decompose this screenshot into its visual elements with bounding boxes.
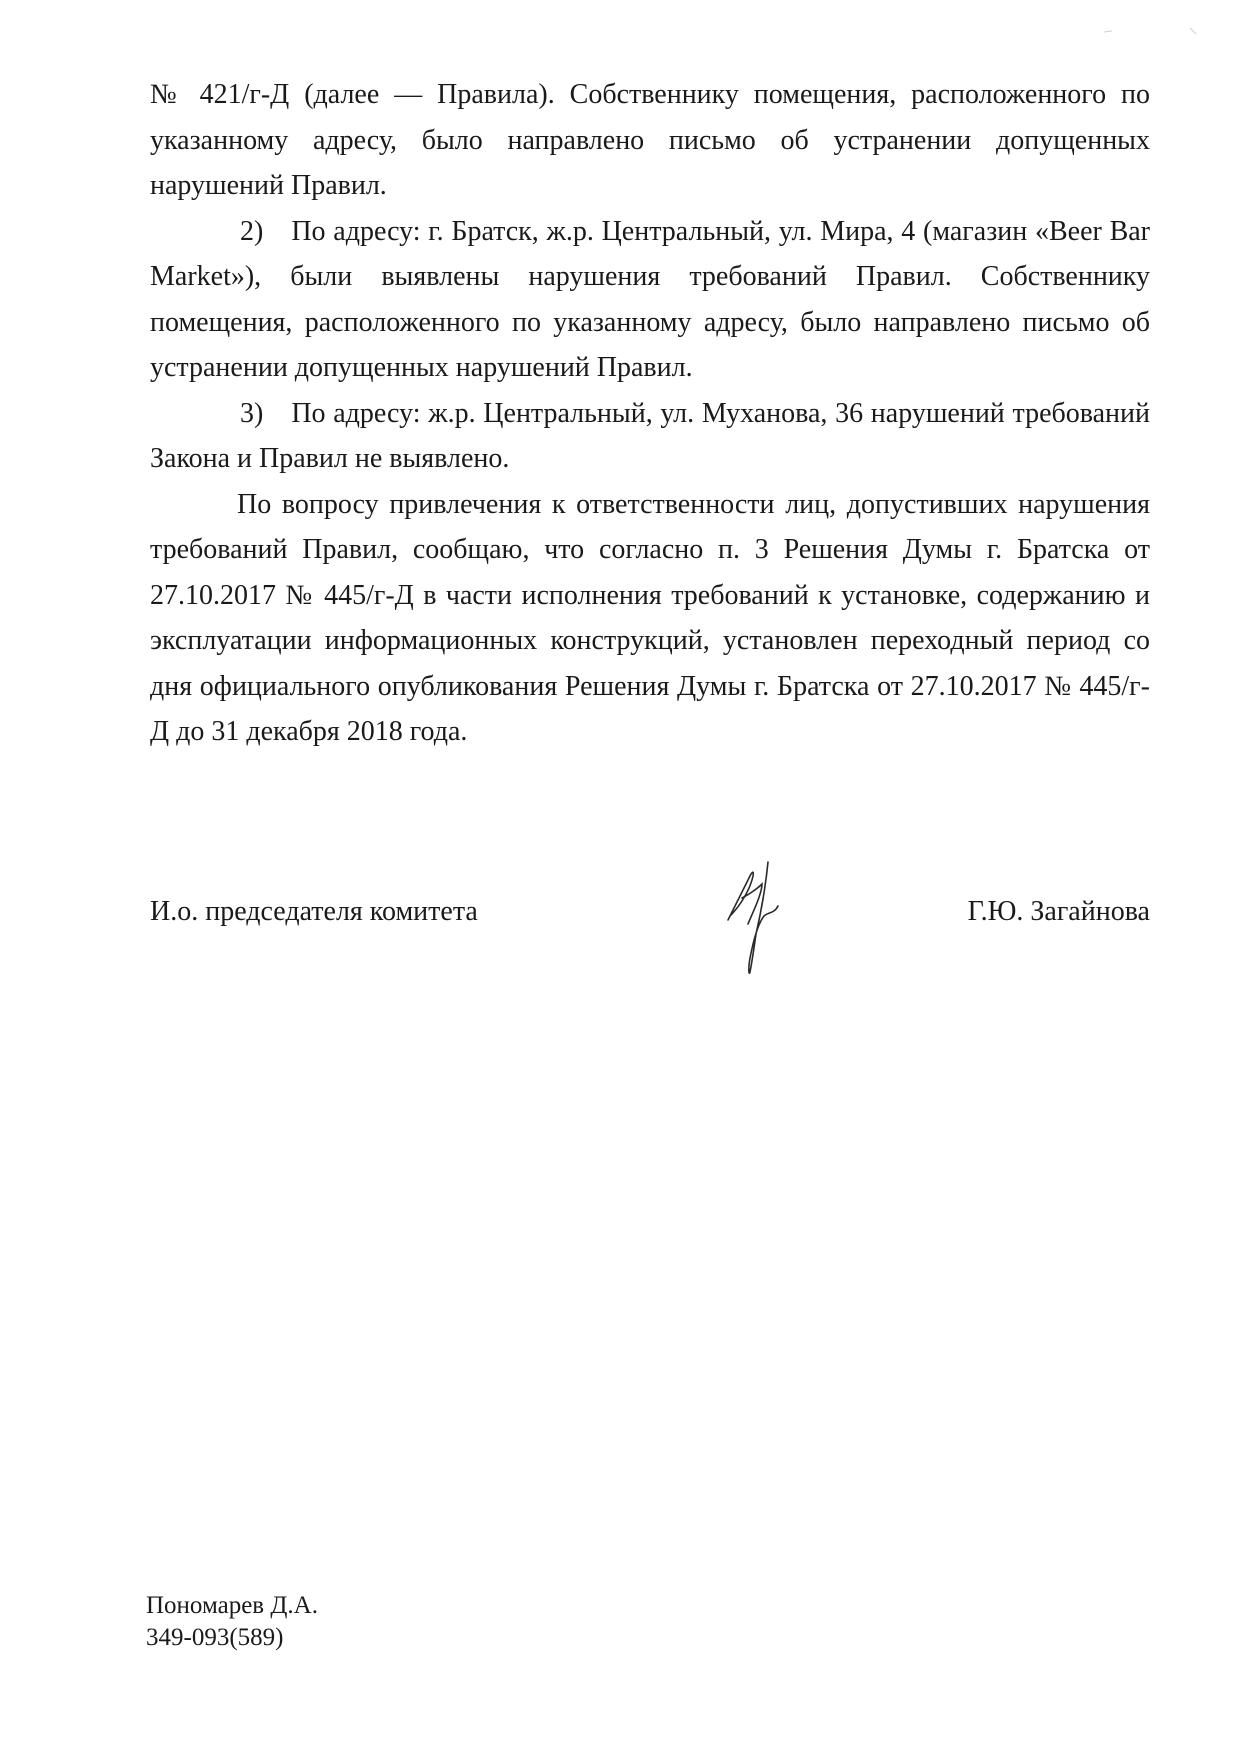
signer-title: И.о. председателя комитета bbox=[150, 896, 478, 927]
executor-info bbox=[146, 1590, 318, 1654]
paragraph-continuation: № 421/г-Д (далее — Правила). Собственнику помещения, расположенного по указанному адресу, было направлено письмо об устранении допущенных нарушений Правил. bbox=[150, 79, 1150, 201]
paragraph-item-3: 3) По адресу: ж.р. Центральный, ул. Муханова, 36 нарушений требований Закона и Правил не выявлено. bbox=[150, 397, 1150, 474]
signature-block bbox=[150, 896, 1150, 936]
handwritten-signature bbox=[722, 858, 790, 978]
signer-name: Г.Ю. Загайнова bbox=[967, 896, 1150, 927]
scan-mark bbox=[1100, 20, 1220, 50]
paragraph-item-2: 2) По адресу: г. Братск, ж.р. Центральный, ул. Мира, 4 (магазин «Beer Bar Market»), были выявлены нарушения требований Правил. Собственнику помещения, расположенного по указанному адресу, было направлено письмо об устранении допущенных нарушений Правил. bbox=[150, 215, 1150, 383]
executor-phone: 349-093(589) bbox=[146, 1624, 284, 1651]
letter-body bbox=[150, 72, 1150, 755]
executor-name: Пономарев Д.А. bbox=[146, 1592, 318, 1619]
paragraph-liability: По вопросу привлечения к ответственности лиц, допустивших нарушения требований Правил, сообщаю, что согласно п. 3 Решения Думы г. Братска от 27.10.2017 № 445/г-Д в части исполнения требований к установке, содержанию и эксплуатации информационных конструкций, установлен переходный период со дня официального опубликования Решения Думы г. Братска от 27.10.2017 № 445/г-Д до 31 декабря 2018 года. bbox=[150, 488, 1150, 747]
